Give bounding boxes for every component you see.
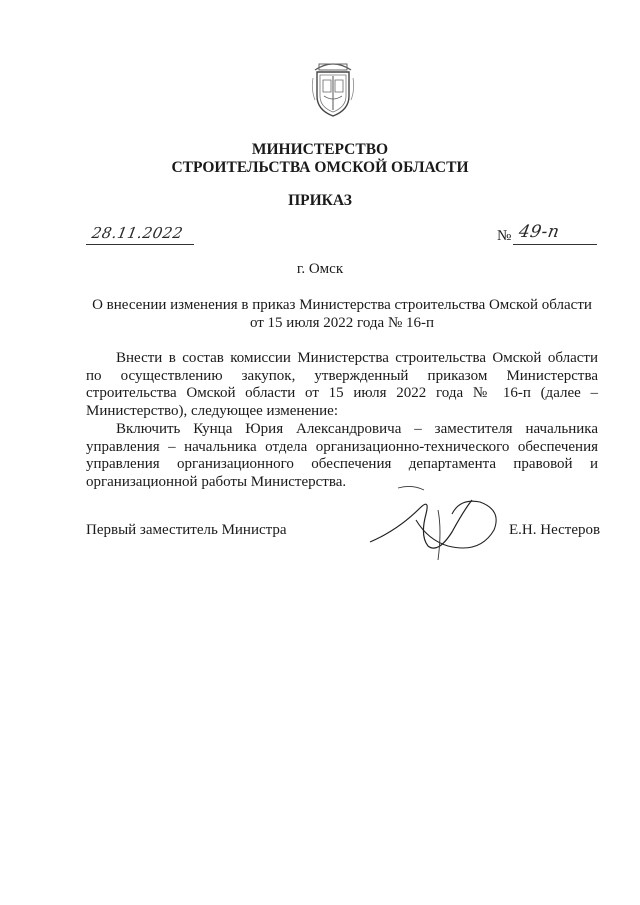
subject-line2: от 15 июля 2022 года № 16-п xyxy=(249,315,435,331)
signature-icon xyxy=(368,480,508,570)
order-body xyxy=(86,350,598,492)
number-sign: № xyxy=(497,228,512,244)
order-subject xyxy=(86,296,598,332)
signatory-title: Первый заместитель Министра xyxy=(86,522,287,538)
coat-of-arms-icon xyxy=(311,56,355,118)
document-type: ПРИКАЗ xyxy=(288,192,352,209)
handwritten-number: 49-п xyxy=(517,222,562,242)
city: г. Омск xyxy=(296,261,344,277)
signatory-name: Е.Н. Нестеров xyxy=(509,522,601,538)
body-paragraph-1: Внести в состав комиссии Министерства строительства Омской области по осуществлению закупок, утвержденный приказом Министерства строительства Омской области от 15 июля 2022 года № 16-п (далее – Министерство), следующее изменение: xyxy=(86,350,598,420)
ministry-name-line2: СТРОИТЕЛЬСТВА ОМСКОЙ ОБЛАСТИ xyxy=(171,159,469,176)
number-field xyxy=(513,222,597,245)
handwritten-date: 28.11.2022 xyxy=(90,224,185,242)
ministry-name-line1: МИНИСТЕРСТВО xyxy=(251,141,389,158)
date-field xyxy=(86,226,194,245)
subject-line1: О внесении изменения в приказ Министерства строительства Омской области xyxy=(92,297,592,313)
body-paragraph-2: Включить Кунца Юрия Александровича – заместителя начальника управления – начальника отдела организационно-технического обеспечения управления организационного обеспечения департамента правовой и организационной работы Министерства. xyxy=(86,420,598,490)
